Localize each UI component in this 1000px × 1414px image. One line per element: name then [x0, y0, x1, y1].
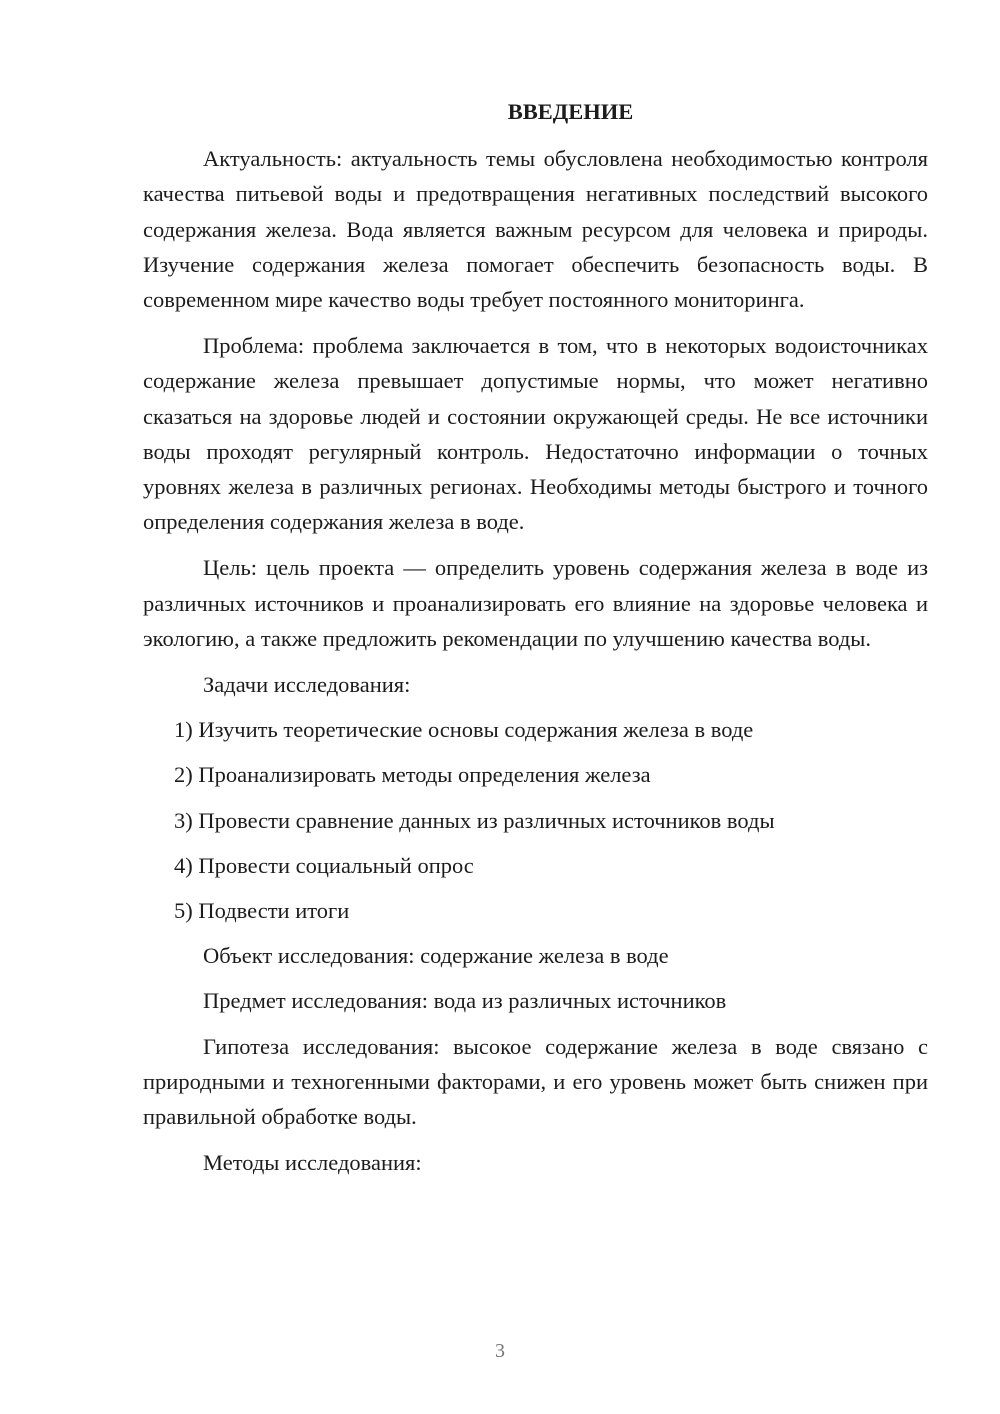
tasks-list	[143, 712, 928, 928]
page-content	[143, 94, 928, 1190]
relevance-paragraph: Актуальность: актуальность темы обусловлена необходимостью контроля качества питьевой воды и предотвращения негативных последствий высокого содержания железа. Вода является важным ресурсом для человека и природы. Изучение содержания железа помогает обеспечить безопасность воды. В современном мире качество воды требует постоянного мониторинга.	[143, 146, 928, 313]
object-line: Объект исследования: содержание железа в воде	[203, 943, 669, 969]
list-item: 5) Подвести итоги	[174, 898, 350, 924]
goal-paragraph: Цель: цель проекта — определить уровень содержания железа в воде из различных источников и проанализировать его влияние на здоровье человека и экологию, а также предложить рекомендации по улучшению качества воды.	[143, 555, 928, 651]
subject-line: Предмет исследования: вода из различных источников	[203, 988, 727, 1014]
problem-paragraph: Проблема: проблема заключается в том, что в некоторых водоисточниках содержание железа превышает допустимые нормы, что может негативно сказаться на здоровье людей и состоянии окружающей среды. Не все источники воды проходят регулярный контроль. Недостаточно информации о точных уровнях железа в различных регионах. Необходимы методы быстрого и точного определения содержания железа в воде.	[143, 333, 928, 535]
tasks-heading: Задачи исследования:	[203, 672, 411, 698]
list-item: 1) Изучить теоретические основы содержания железа в воде	[174, 717, 754, 743]
list-item: 3) Провести сравнение данных из различных источников воды	[174, 807, 775, 833]
hypothesis-paragraph: Гипотеза исследования: высокое содержание железа в воде связано с природными и техногенными факторами, и его уровень может быть снижен при правильной обработке воды.	[143, 1033, 928, 1130]
methods-heading: Методы исследования:	[203, 1150, 422, 1176]
page-number: 3	[495, 1340, 505, 1362]
list-item: 2) Проанализировать методы определения железа	[174, 762, 651, 788]
list-item: 4) Провести социальный опрос	[174, 852, 474, 878]
page-title: ВВЕДЕНИЕ	[507, 99, 634, 124]
